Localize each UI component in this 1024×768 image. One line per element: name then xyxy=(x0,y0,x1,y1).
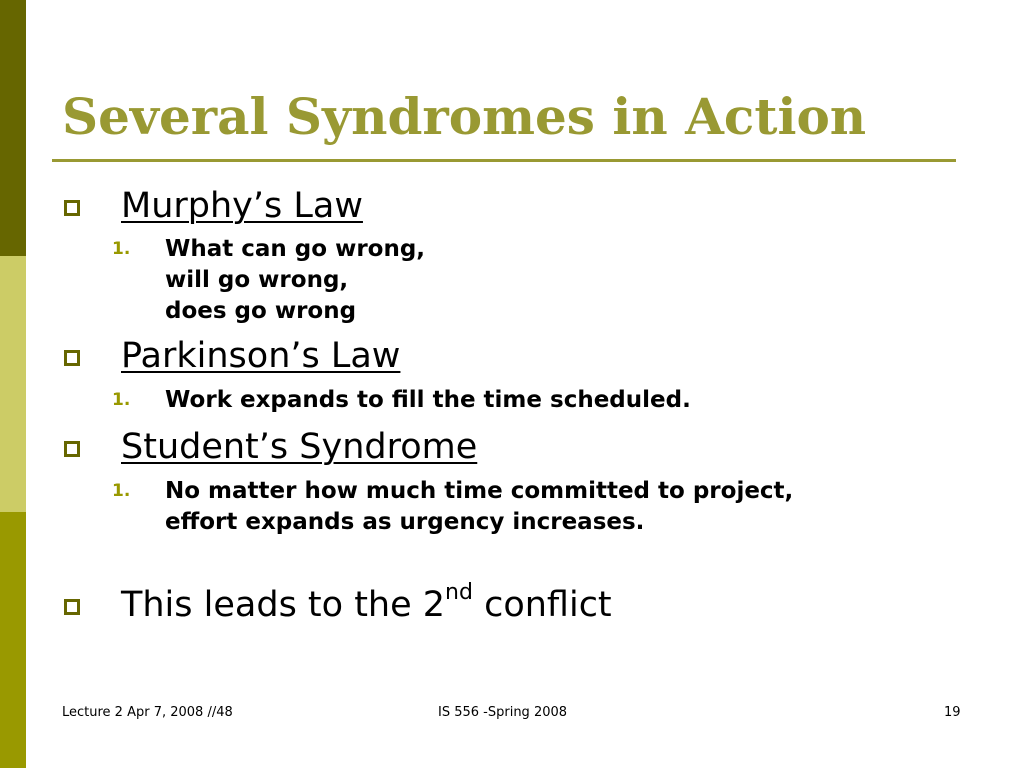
bullet-parkinsons-law xyxy=(64,350,80,366)
sub-item-text xyxy=(165,385,691,416)
square-bullet-icon xyxy=(64,599,80,615)
list-number: 1. xyxy=(112,390,131,410)
decorative-stripe-middle xyxy=(0,256,26,512)
bullet-murphys-law xyxy=(64,200,80,216)
bullet-second-conflict xyxy=(64,599,80,615)
title-divider xyxy=(52,159,956,162)
bullet-text-end: conflict xyxy=(472,585,612,625)
list-number: 1. xyxy=(112,481,131,501)
list-number: 1. xyxy=(112,239,131,259)
square-bullet-icon xyxy=(64,441,80,457)
sub-item-line: does go wrong xyxy=(165,298,357,324)
bullet-text-start: This leads to the 2 xyxy=(121,585,446,625)
slide-number: 19 xyxy=(944,705,961,720)
bullet-label-students-syndrome[interactable]: Student’s Syndrome xyxy=(121,427,478,467)
footer-course-info: IS 556 -Spring 2008 xyxy=(438,705,568,720)
decorative-stripe-top xyxy=(0,0,26,256)
sub-item-text xyxy=(165,476,793,538)
square-bullet-icon xyxy=(64,200,80,216)
bullet-label-parkinsons-law[interactable]: Parkinson’s Law xyxy=(121,336,401,376)
sub-item-line: What can go wrong, xyxy=(165,236,426,262)
bullet-label-second-conflict xyxy=(121,580,612,627)
bullet-label-murphys-law[interactable]: Murphy’s Law xyxy=(121,186,363,226)
sub-item-line: No matter how much time committed to project, xyxy=(165,478,794,504)
decorative-stripe-bottom xyxy=(0,512,26,768)
sub-item-line: will go wrong, xyxy=(165,267,349,293)
sub-item-line: effort expands as urgency increases. xyxy=(165,509,645,535)
sub-item-text xyxy=(165,234,425,327)
sub-item-line: Work expands to fill the time scheduled. xyxy=(165,387,691,413)
slide-title: Several Syndromes in Action xyxy=(62,87,867,146)
ordinal-superscript: nd xyxy=(445,580,473,606)
footer-lecture-info: Lecture 2 Apr 7, 2008 //48 xyxy=(62,705,233,720)
square-bullet-icon xyxy=(64,350,80,366)
bullet-students-syndrome xyxy=(64,441,80,457)
